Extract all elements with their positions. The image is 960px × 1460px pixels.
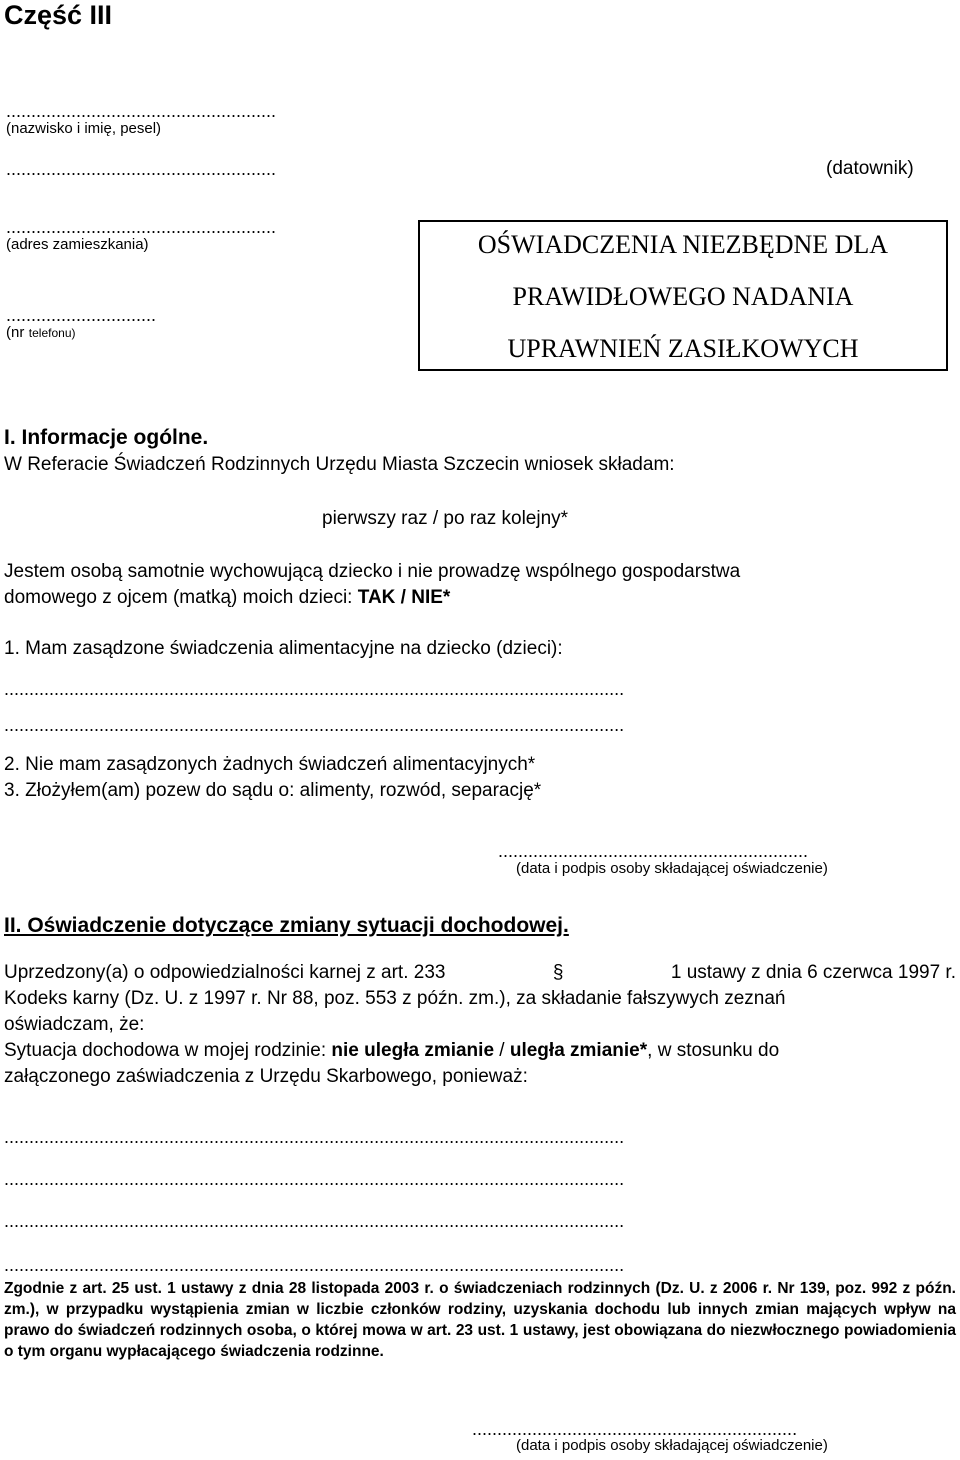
warning-line-2: Kodeks karny (Dz. U. z 1997 r. Nr 88, poz. 553 z późn. zm.), za składanie fałszywych zeznań [4,988,786,1009]
single-parent-text: domowego z ojcem (matką) moich dzieci: [4,587,353,608]
datownik-label: (datownik) [826,158,914,179]
single-parent-line-1: Jestem osobą samotnie wychowującą dziecko i nie prowadzę wspólnego gospodarstwa [4,561,741,582]
situation-changed: uległa zmianie* [509,1040,648,1061]
signature-label-2: (data i podpis osoby składającej oświadczenie) [516,1437,828,1454]
section2-heading: II. Oświadczenie dotyczące zmiany sytuacji dochodowej. [4,914,569,937]
phone-label [6,324,76,342]
situation-suffix: , w stosunku do [647,1040,780,1061]
title-line-2: PRAWIDŁOWEGO NADANIA [512,282,854,311]
alimony-item-2: 2. Nie mam zasądzonych żadnych świadczeń alimentacyjnych* [4,754,536,775]
address-dots-1: ...................................................... [6,159,277,179]
reason-dots-1: ............................................................................................................................ [4,1127,625,1147]
alimony-item-3: 3. Złożyłem(am) pozew do sądu o: alimenty, rozwód, separację* [4,780,542,801]
situation-no-change: nie uległa zmianie [331,1040,495,1061]
phone-dots: .............................. [6,305,157,325]
single-parent-line-2 [4,587,450,609]
signature-dots-2: ................................................................. [472,1419,798,1439]
phone-label-suffix: telefonu) [28,326,76,340]
yes-no-choice: TAK / NIE* [357,587,451,608]
situation-text: Sytuacja dochodowa w mojej rodzinie: [4,1040,327,1061]
situation-line-2: załączonego zaświadczenia z Urzędu Skarbowego, ponieważ: [4,1066,528,1087]
address-label: (adres zamieszkania) [6,236,149,253]
warning-line-1a: Uprzedzony(a) o odpowiedzialności karnej z art. 233 [4,962,446,983]
warning-line-1 [4,962,956,984]
section-sign-icon: § [552,962,564,983]
name-dots: ...................................................... [6,101,277,121]
section1-intro: W Referacie Świadczeń Rodzinnych Urzędu Miasta Szczecin wniosek składam: [4,454,675,475]
page-title: Część III [4,0,113,30]
address-dots-2: ...................................................... [6,217,277,237]
name-label: (nazwisko i imię, pesel) [6,120,162,137]
reason-dots-3: ............................................................................................................................ [4,1211,625,1231]
reason-dots-4: ............................................................................................................................ [4,1255,625,1275]
dots-line-1: ............................................................................................................................ [4,679,625,699]
situation-separator: / [499,1040,505,1061]
warning-line-3: oświadczam, że: [4,1014,145,1035]
title-line-1: OŚWIADCZENIA NIEZBĘDNE DLA [477,230,889,259]
title-line-3: UPRAWNIEŃ ZASIŁKOWYCH [507,334,859,363]
signature-label-1: (data i podpis osoby składającej oświadczenie) [516,860,828,877]
alimony-item-1: 1. Mam zasądzone świadczenia alimentacyjne na dziecko (dzieci): [4,638,563,659]
reason-dots-2: ............................................................................................................................ [4,1169,625,1189]
phone-label-prefix: (nr [6,324,25,341]
title-box [418,220,948,371]
warning-line-1b: 1 ustawy z dnia 6 czerwca 1997 r. [670,962,956,983]
section1-heading: I. Informacje ogólne. [4,426,209,449]
signature-dots-1: .............................................................. [498,841,809,861]
section1-choice: pierwszy raz / po raz kolejny* [322,508,569,529]
dots-line-2: ............................................................................................................................ [4,715,625,735]
situation-line-1 [4,1040,779,1062]
legal-note: Zgodnie z art. 25 ust. 1 ustawy z dnia 28 listopada 2003 r. o świadczeniach rodzinnych (Dz. U. z 2006 r. Nr 139, poz. 992 z późn. zm.), w przypadku wystąpienia zmian w liczbie członków rodziny, uzyskania dochodu lub innych zmian mających wpływ na prawo do świadczeń rodzinnych osoba, o której mowa w art. 23 ust. 1 ustawy, jest obowiązana do niezwłocznego powiadomienia o tym organu wypłacającego świadczenia rodzinne. [4,1280,956,1360]
